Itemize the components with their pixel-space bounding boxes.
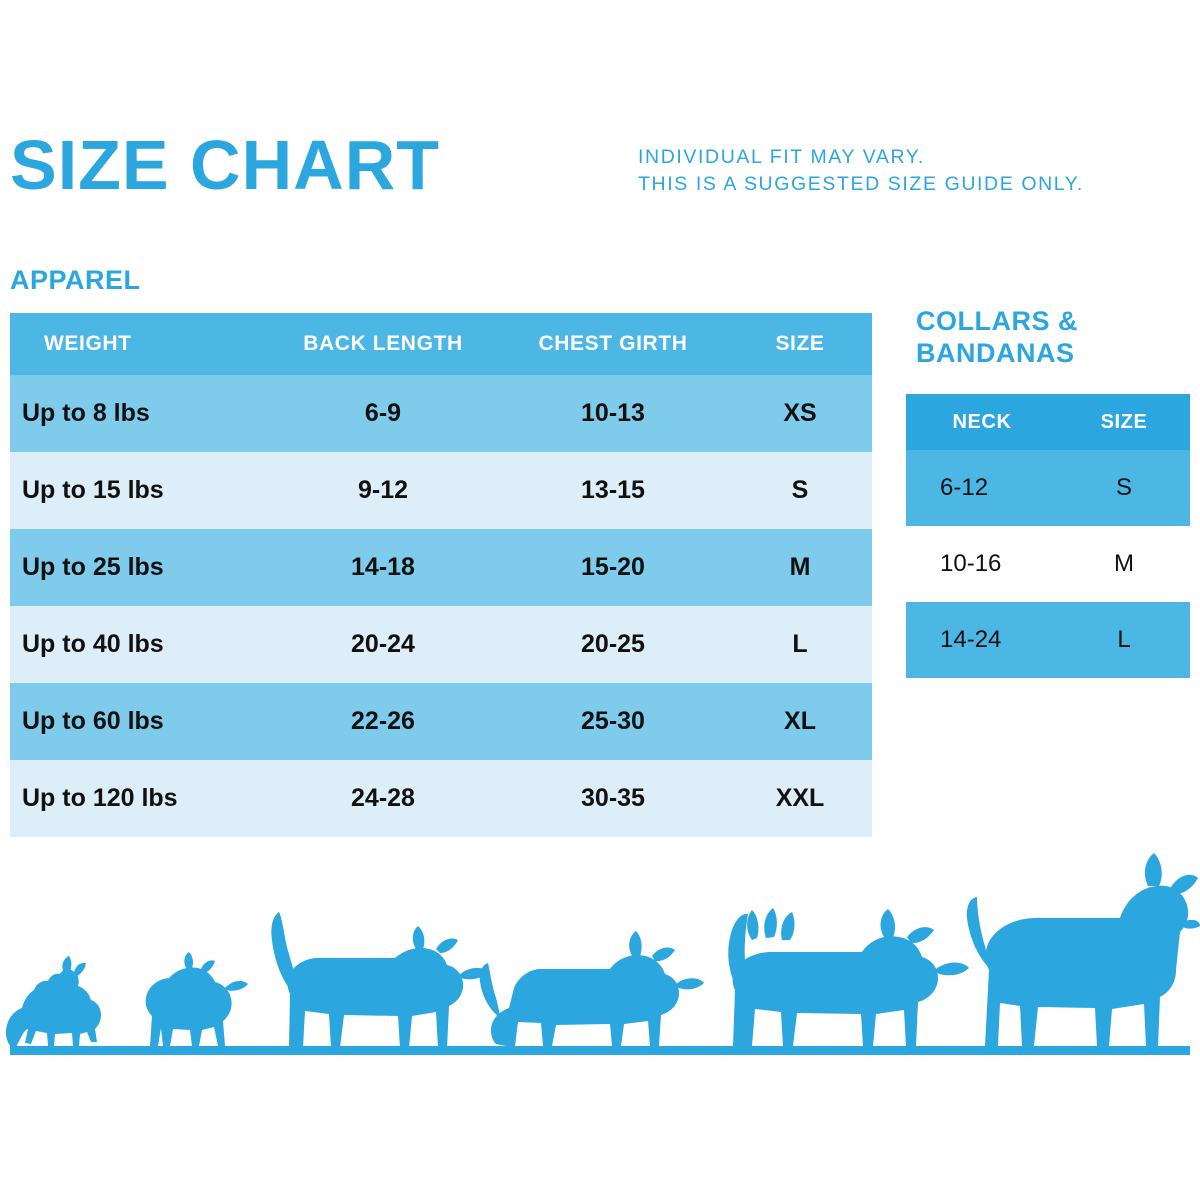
apparel-weight: Up to 120 lbs xyxy=(10,760,268,837)
collars-size-table xyxy=(906,394,1190,678)
page-title: SIZE CHART xyxy=(10,126,440,204)
table-row xyxy=(10,375,872,452)
husky-silhouette xyxy=(728,908,969,1046)
collars-size: S xyxy=(1058,450,1190,526)
pomeranian-silhouette xyxy=(6,956,101,1049)
apparel-size: XXL xyxy=(728,760,872,837)
apparel-weight: Up to 60 lbs xyxy=(10,683,268,760)
apparel-weight: Up to 25 lbs xyxy=(10,529,268,606)
table-row xyxy=(10,606,872,683)
apparel-back-length: 9-12 xyxy=(268,452,498,529)
apparel-back-length: 22-26 xyxy=(268,683,498,760)
apparel-back-length: 14-18 xyxy=(268,529,498,606)
collars-header-row xyxy=(906,394,1190,450)
collars-section-label xyxy=(916,305,1186,369)
apparel-weight: Up to 40 lbs xyxy=(10,606,268,683)
ground-line xyxy=(10,1046,1190,1055)
collars-size: M xyxy=(1058,526,1190,602)
table-row xyxy=(10,452,872,529)
great-dane-silhouette xyxy=(967,853,1200,1046)
apparel-chest-girth: 15-20 xyxy=(498,529,728,606)
spaniel-silhouette xyxy=(480,931,704,1046)
collars-label-line-2: BANDANAS xyxy=(916,338,1075,368)
subtitle-line-2: THIS IS A SUGGESTED SIZE GUIDE ONLY. xyxy=(638,173,1084,195)
apparel-col-weight: WEIGHT xyxy=(10,313,268,375)
collars-size: L xyxy=(1058,602,1190,678)
apparel-back-length: 20-24 xyxy=(268,606,498,683)
dog-silhouettes-illustration xyxy=(0,820,1200,1080)
apparel-chest-girth: 20-25 xyxy=(498,606,728,683)
collars-col-size: SIZE xyxy=(1058,394,1190,450)
apparel-size: XL xyxy=(728,683,872,760)
apparel-col-chest-girth: CHEST GIRTH xyxy=(498,313,728,375)
apparel-size-table xyxy=(10,313,872,837)
collars-neck: 14-24 xyxy=(906,602,1058,678)
table-row xyxy=(906,450,1190,526)
apparel-size: M xyxy=(728,529,872,606)
apparel-weight: Up to 8 lbs xyxy=(10,375,268,452)
apparel-weight: Up to 15 lbs xyxy=(10,452,268,529)
collars-neck: 10-16 xyxy=(906,526,1058,602)
beagle-silhouette xyxy=(271,912,489,1048)
apparel-chest-girth: 13-15 xyxy=(498,452,728,529)
collars-neck: 6-12 xyxy=(906,450,1058,526)
collars-col-neck: NECK xyxy=(906,394,1058,450)
apparel-back-length: 6-9 xyxy=(268,375,498,452)
apparel-section-label: APPAREL xyxy=(10,265,141,295)
apparel-chest-girth: 30-35 xyxy=(498,760,728,837)
table-row xyxy=(10,683,872,760)
apparel-chest-girth: 10-13 xyxy=(498,375,728,452)
apparel-header-row xyxy=(10,313,872,375)
apparel-back-length: 24-28 xyxy=(268,760,498,837)
page-subtitle xyxy=(638,144,1198,198)
apparel-size: L xyxy=(728,606,872,683)
collars-label-line-1: COLLARS & xyxy=(916,306,1078,336)
pug-silhouette xyxy=(146,952,248,1046)
apparel-size: XS xyxy=(728,375,872,452)
apparel-col-size: SIZE xyxy=(728,313,872,375)
apparel-chest-girth: 25-30 xyxy=(498,683,728,760)
table-row xyxy=(906,526,1190,602)
page-header xyxy=(10,126,1190,220)
table-row xyxy=(10,529,872,606)
apparel-col-back-length: BACK LENGTH xyxy=(268,313,498,375)
apparel-size: S xyxy=(728,452,872,529)
subtitle-line-1: INDIVIDUAL FIT MAY VARY. xyxy=(638,146,925,168)
table-row xyxy=(906,602,1190,678)
